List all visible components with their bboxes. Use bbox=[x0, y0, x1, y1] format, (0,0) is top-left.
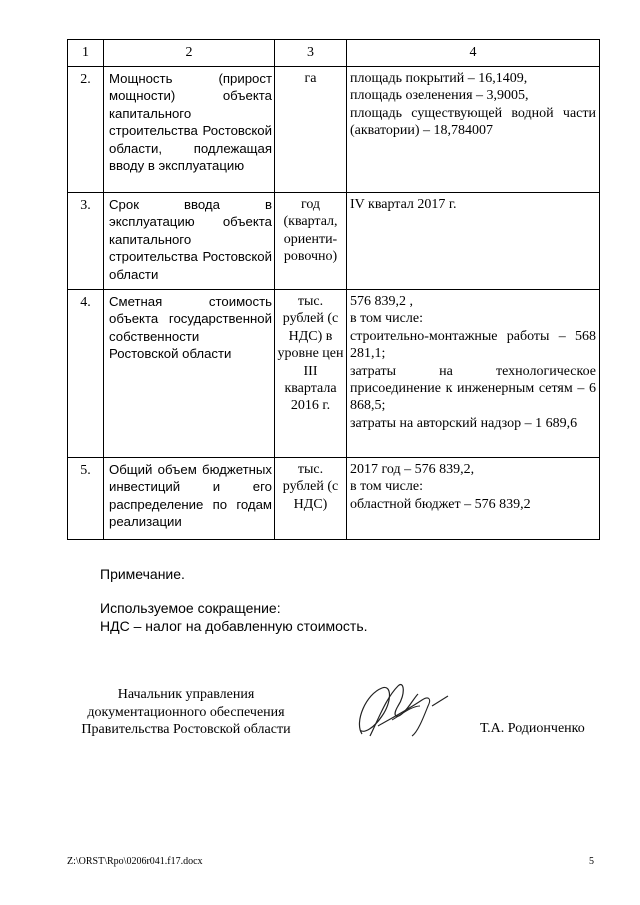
row-unit: год (квартал, ориенти-ровочно) bbox=[275, 193, 347, 290]
row-number: 2. bbox=[68, 67, 104, 193]
row-unit: тыс. рублей (с НДС) в уровне цен III квартала 2016 г. bbox=[275, 290, 347, 458]
row-value bbox=[347, 67, 600, 193]
header-cell-4: 4 bbox=[347, 40, 600, 67]
signatory-position bbox=[62, 686, 310, 739]
value-line: 576 839,2 , bbox=[350, 294, 413, 309]
note-title: Примечание. bbox=[100, 566, 185, 582]
value-line: затраты на авторский надзор – 1 689,6 bbox=[350, 415, 578, 431]
value-line: площадь покрытий – 16,1409, bbox=[350, 71, 528, 86]
value-line: затраты на технологическое присоединение к инженерным сетям – 6 868,5; bbox=[350, 363, 596, 414]
position-line: документационного обеспечения bbox=[87, 704, 285, 720]
value-line: площадь существующей водной части (акватории) – 18,784007 bbox=[350, 105, 596, 139]
row-indicator: Сметная стоимость объекта государственной собственности Ростовской области bbox=[104, 290, 275, 458]
abbreviation-text: НДС – налог на добавленную стоимость. bbox=[100, 618, 368, 634]
row-value bbox=[347, 290, 600, 458]
file-path: Z:\ORST\Rpo\0206r041.f17.docx bbox=[67, 856, 203, 867]
header-cell-2: 2 bbox=[104, 40, 275, 67]
row-number: 4. bbox=[68, 290, 104, 458]
row-indicator: Общий объем бюджетных инвестиций и его распределение по годам реализации bbox=[104, 458, 275, 540]
abbreviation-title: Используемое сокращение: bbox=[100, 600, 281, 616]
row-unit: тыс. рублей (с НДС) bbox=[275, 458, 347, 540]
value-line: строительно-монтажные работы – 568 281,1; bbox=[350, 328, 596, 362]
value-line: областной бюджет – 576 839,2 bbox=[350, 496, 531, 512]
row-unit: га bbox=[275, 67, 347, 193]
page-number: 5 bbox=[589, 856, 594, 867]
table-row bbox=[68, 458, 600, 540]
row-number: 3. bbox=[68, 193, 104, 290]
value-line: площадь озеленения – 3,9005, bbox=[350, 88, 529, 104]
handwritten-signature bbox=[348, 676, 452, 742]
value-line: 2017 год – 576 839,2, bbox=[350, 462, 475, 477]
table-header-row bbox=[68, 40, 600, 67]
value-line: в том числе: bbox=[350, 311, 423, 327]
row-indicator: Срок ввода в эксплуатацию объекта капитального строительства Ростовской области bbox=[104, 193, 275, 290]
header-cell-3: 3 bbox=[275, 40, 347, 67]
value-line: IV квартал 2017 г. bbox=[350, 197, 457, 212]
row-indicator: Мощность (прирост мощности) объекта капитального строительства Ростовской области, подлежащая вводу в эксплуатацию bbox=[104, 67, 275, 193]
table-row bbox=[68, 193, 600, 290]
value-line: в том числе: bbox=[350, 479, 423, 495]
row-value bbox=[347, 193, 600, 290]
position-line: Правительства Ростовской области bbox=[81, 722, 291, 737]
data-table bbox=[67, 39, 600, 540]
position-line: Начальник управления bbox=[117, 687, 255, 702]
row-value bbox=[347, 458, 600, 540]
row-number: 5. bbox=[68, 458, 104, 540]
header-cell-1: 1 bbox=[68, 40, 104, 67]
table-row bbox=[68, 290, 600, 458]
table-row bbox=[68, 67, 600, 193]
signatory-name: Т.А. Родионченко bbox=[480, 721, 585, 736]
